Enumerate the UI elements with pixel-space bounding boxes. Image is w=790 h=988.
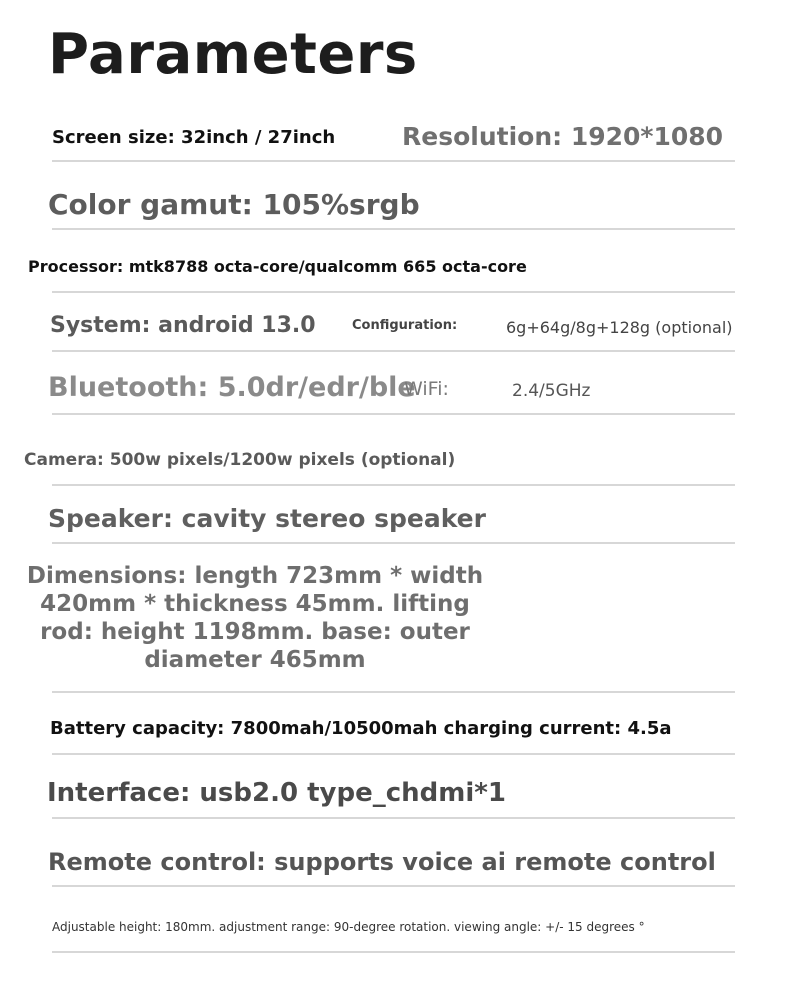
spec-speaker: Speaker: cavity stereo speaker xyxy=(48,504,486,533)
spec-wifi-label: WiFi: xyxy=(404,378,449,400)
dimensions-line: 420mm * thickness 45mm. lifting xyxy=(40,591,470,617)
spec-screen-size: Screen size: 32inch / 27inch xyxy=(52,127,336,148)
dimensions-line: Dimensions: length 723mm * width xyxy=(26,563,484,589)
spec-configuration-label: Configuration: xyxy=(352,318,458,333)
divider xyxy=(52,753,735,755)
divider xyxy=(52,691,735,693)
spec-battery: Battery capacity: 7800mah/10500mah charging current: 4.5a xyxy=(50,718,672,739)
spec-adjustable-height: Adjustable height: 180mm. adjustment range: 90-degree rotation. viewing angle: +/- 15 degrees ° xyxy=(52,920,645,934)
divider xyxy=(52,350,735,352)
spec-remote-control: Remote control: supports voice ai remote control xyxy=(48,848,716,876)
spec-bluetooth: Bluetooth: 5.0dr/edr/ble xyxy=(48,372,416,403)
dimensions-line: diameter 465mm xyxy=(144,647,366,673)
spec-wifi-value: 2.4/5GHz xyxy=(512,381,591,401)
divider xyxy=(52,413,735,415)
spec-dimensions xyxy=(10,562,500,674)
dimensions-line: rod: height 1198mm. base: outer xyxy=(40,619,470,645)
spec-color-gamut: Color gamut: 105%srgb xyxy=(48,188,420,221)
divider xyxy=(52,885,735,887)
divider xyxy=(52,484,735,486)
spec-interface: Interface: usb2.0 type_chdmi*1 xyxy=(47,778,506,808)
spec-processor: Processor: mtk8788 octa-core/qualcomm 665 octa-core xyxy=(28,257,527,276)
spec-resolution: Resolution: 1920*1080 xyxy=(402,122,724,151)
spec-system: System: android 13.0 xyxy=(50,313,316,338)
divider xyxy=(52,228,735,230)
divider xyxy=(52,160,735,162)
divider xyxy=(52,542,735,544)
divider xyxy=(52,951,735,953)
divider xyxy=(52,291,735,293)
spec-camera: Camera: 500w pixels/1200w pixels (optional) xyxy=(24,450,456,470)
spec-configuration-value: 6g+64g/8g+128g (optional) xyxy=(506,318,733,337)
page-title: Parameters xyxy=(48,22,418,87)
divider xyxy=(52,817,735,819)
